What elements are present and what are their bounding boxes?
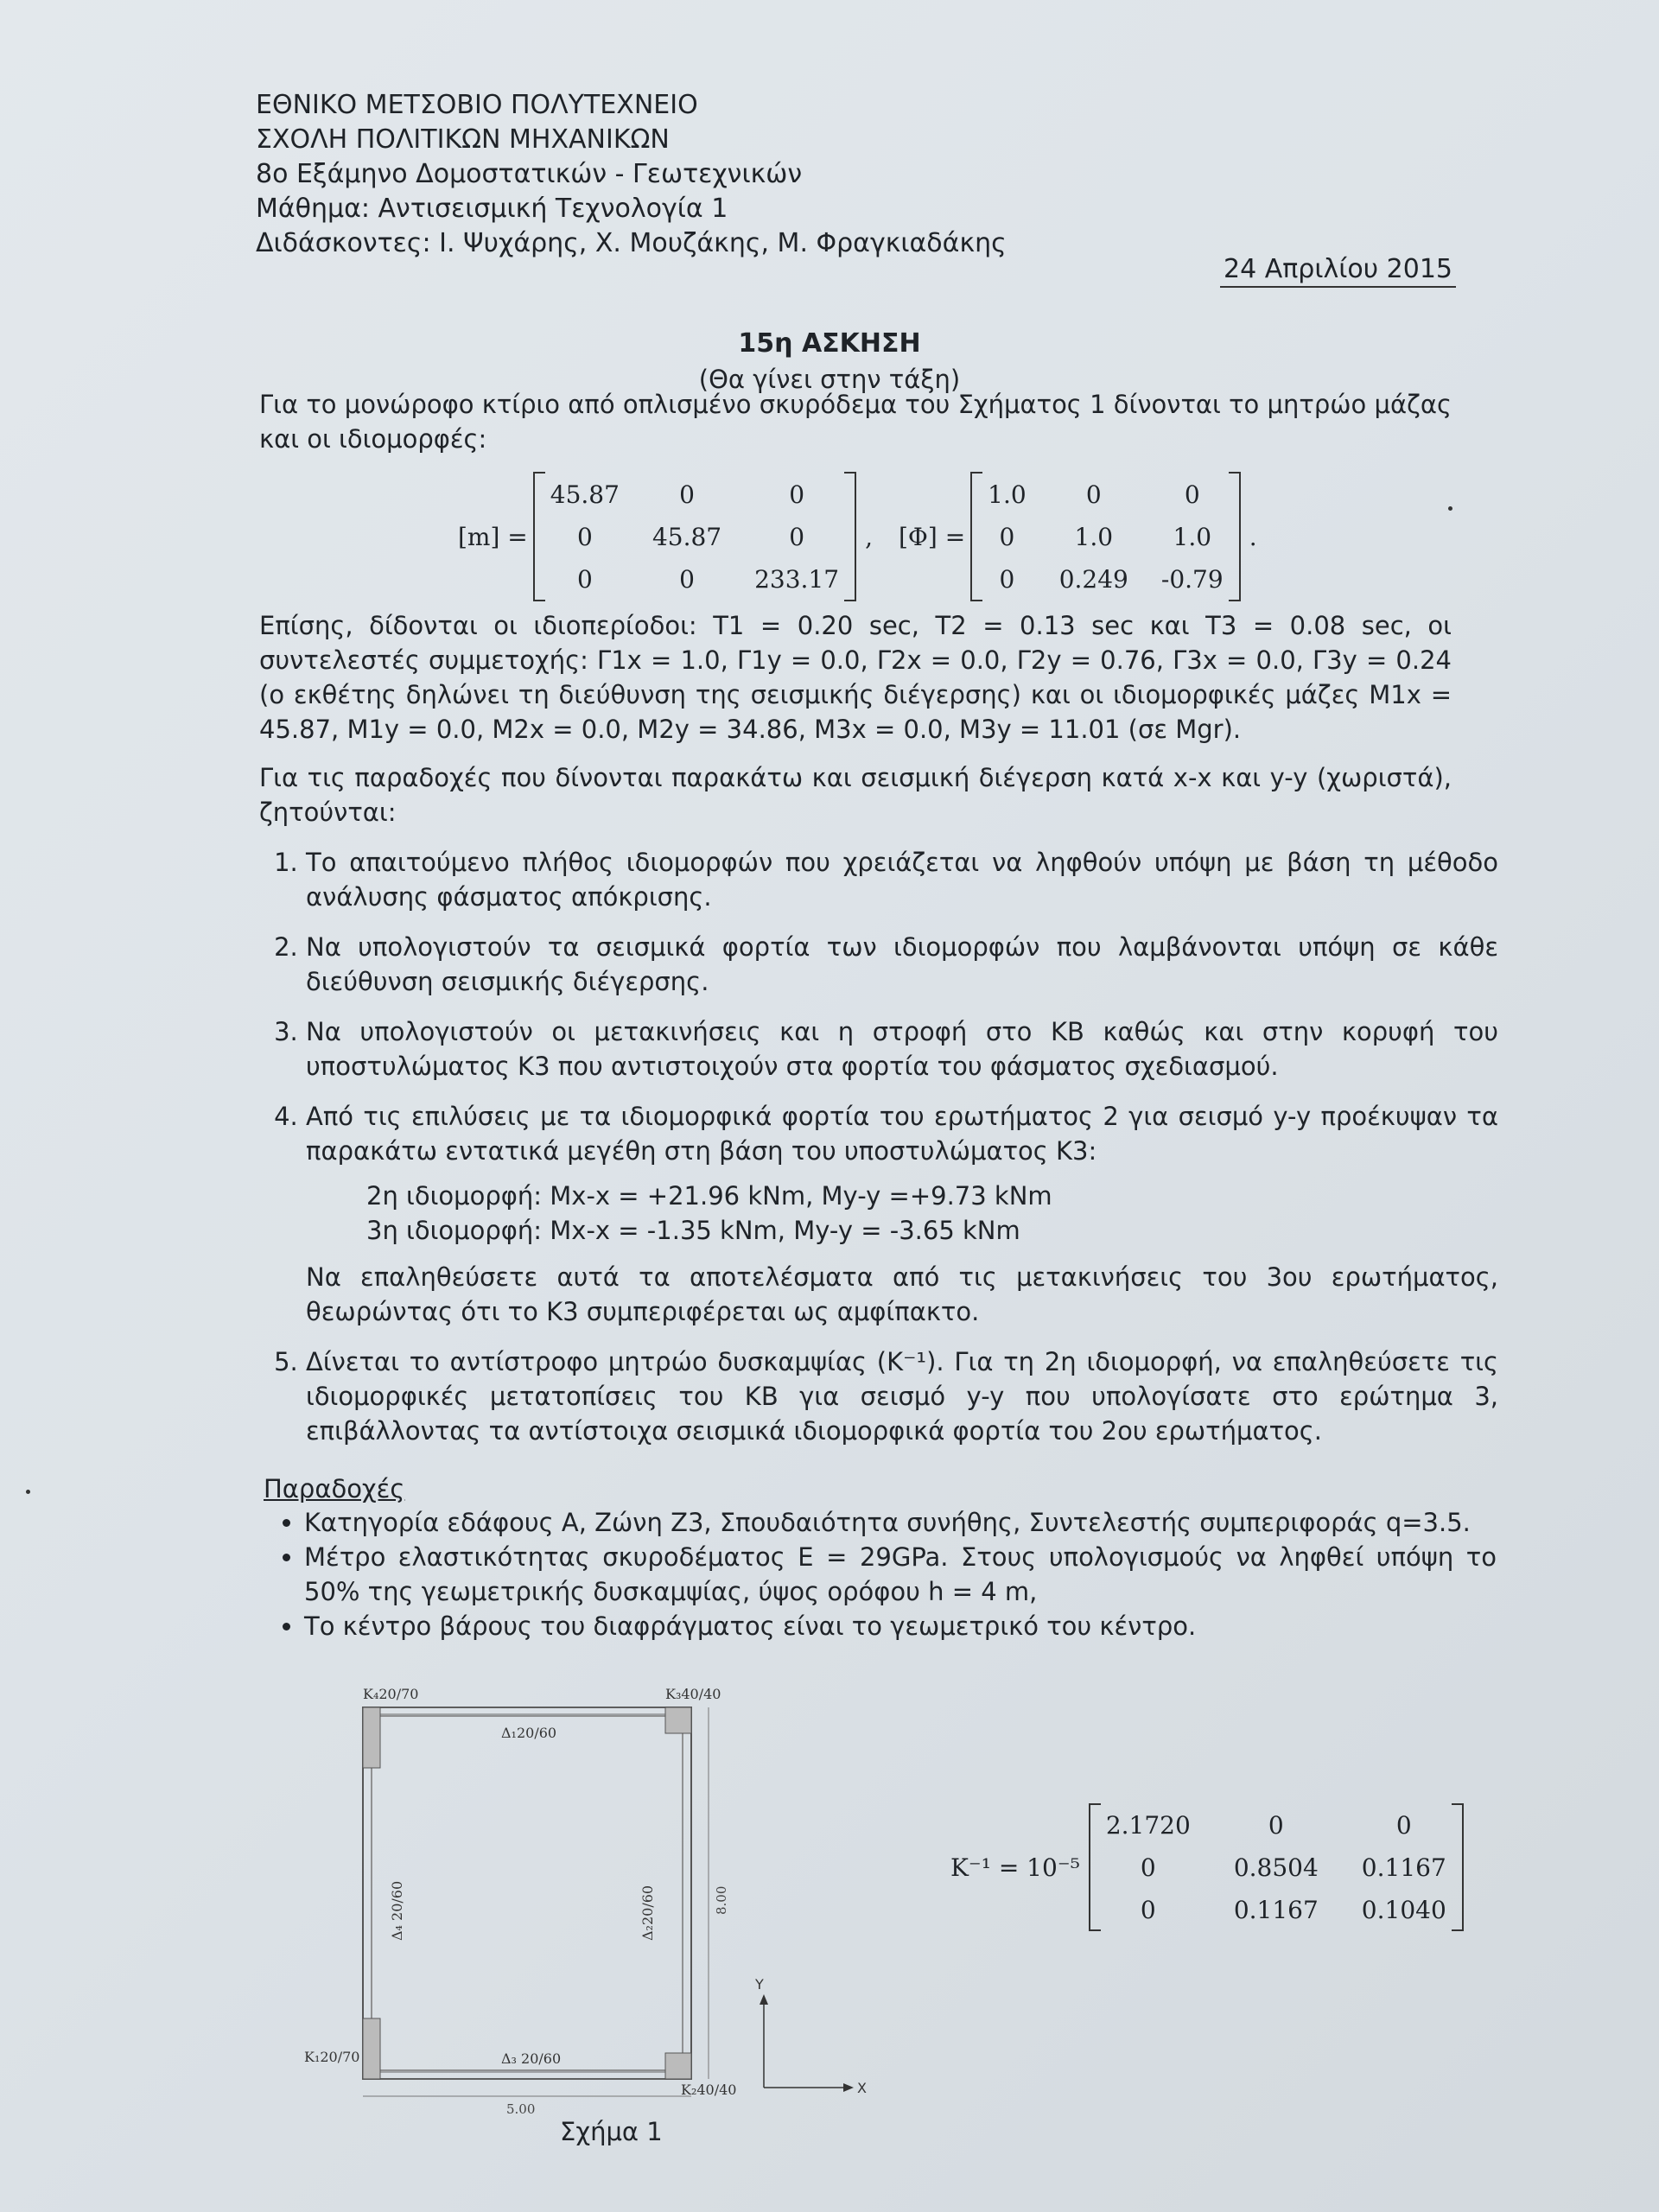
matrix-cell: 0 — [999, 564, 1015, 594]
question-4-tail: Να επαληθεύσετε αυτά τα αποτελέσματα από τις μετακινήσεις του 3ου ερωτήματος, θεωρώντας ότι το Κ3 συμπεριφέρεται ως αμφίπακτο. — [306, 1262, 1498, 1326]
matrix-cell: 0 — [576, 522, 593, 551]
assumptions-title: Παραδοχές — [264, 1474, 405, 1503]
question-4 — [306, 1099, 1498, 1329]
x-axis-label: X — [857, 2080, 867, 2096]
matrix-cell: 0 — [576, 564, 593, 594]
request-paragraph: Για τις παραδοχές που δίνονται παρακάτω και σεισμική διέγερση κατά x-x και y-y (χωριστά), ζητούνται: — [259, 763, 1452, 827]
label-d3: Δ₃ 20/60 — [501, 2050, 562, 2067]
mode-shape-matrix — [988, 480, 1224, 594]
column-k1 — [363, 2018, 380, 2079]
inverse-stiffness-matrix — [1106, 1811, 1446, 1924]
matrix-cell: 0 — [1184, 480, 1200, 509]
matrix-cell: 233.17 — [754, 564, 840, 594]
document-date: 24 Απριλίου 2015 — [1220, 254, 1456, 288]
bracket-right — [844, 472, 856, 601]
bracket-left — [970, 472, 982, 601]
document-header — [256, 88, 1007, 261]
inverse-stiffness-block — [950, 1802, 1464, 1932]
mass-matrix — [550, 480, 839, 594]
matrices-block: [m] = 45.87 0 0 0 45.87 0 0 0 233.17 , [Φ] = 1.0 0 0 0 1.0 1.0 0 0.249 -0.79 . — [458, 472, 1283, 601]
bracket-left — [533, 472, 545, 601]
assumption-2: • Μέτρο ελαστικότητας σκυροδέματος E = 29GPa. Στους υπολογισμούς να ληφθεί υπόψη το 50% της γεωμετρικής δυσκαμψίας, ύψος ορόφου h = 4 m, — [304, 1540, 1497, 1609]
matrix-cell: -0.79 — [1160, 564, 1224, 594]
label-k2: K₂40/40 — [681, 2082, 737, 2098]
dimension-height: 8.00 — [714, 1885, 729, 1915]
question-4-text: 4. Από τις επιλύσεις με τα ιδιομορφικά φορτία του ερωτήματος 2 για σεισμό y-y προέκυψαν τα παρακάτω εντατικά μεγέθη στη βάση του υποστυλώματος Κ3: — [306, 1102, 1498, 1166]
bracket-right — [1229, 472, 1241, 601]
matrix-cell: 0 — [1395, 1810, 1412, 1840]
matrix-cell: 1.0 — [1074, 522, 1114, 551]
matrix-cell: 2.1720 — [1105, 1810, 1191, 1840]
question-5: 5. Δίνεται το αντίστροφο μητρώο δυσκαμψίας (K⁻¹). Για τη 2η ιδιομορφή, να επαληθεύσετε τις ιδιομορφικές μετατοπίσεις του ΚΒ για σεισμό y-y που υπολογίσατε στο ερώτημα 3, επιβάλλοντας τα αντίστοιχα σεισμικά ιδιομορφικά φορτία του 2ου ερωτήματος. — [306, 1344, 1498, 1448]
matrix-cell: 0.1167 — [1361, 1853, 1446, 1882]
matrix-cell: 0 — [1085, 480, 1102, 509]
assumptions-list — [259, 1505, 1497, 1643]
matrix-cell: 0 — [1140, 1895, 1156, 1924]
matrix-cell: 0.8504 — [1233, 1853, 1319, 1882]
question-1: 1. Το απαιτούμενο πλήθος ιδιομορφών που χρειάζεται να ληφθούν υπόψη με βάση τη μέθοδο ανάλυσης φάσματος απόκρισης. — [306, 845, 1498, 914]
questions-list — [259, 845, 1498, 1464]
course-name: Μάθημα: Αντισεισμική Τεχνολογία 1 — [256, 194, 728, 224]
exercise-title: 15η ΑΣΚΗΣΗ — [738, 328, 921, 359]
label-d4: Δ₄ 20/60 — [389, 1880, 405, 1941]
matrix-cell: 0.1040 — [1361, 1895, 1446, 1924]
matrix-cell: 0 — [1140, 1853, 1156, 1882]
inverse-stiffness-label: K⁻¹ = 10⁻⁵ — [950, 1853, 1080, 1882]
floor-plan-figure — [294, 1681, 899, 2131]
question-3: 3. Να υπολογιστούν οι μετακινήσεις και η στροφή στο ΚΒ καθώς και στην κορυφή του υποστυλώματος Κ3 που αντιστοιχούν στα φορτία του φάσματος σχεδιασμού. — [306, 1014, 1498, 1084]
label-k1: K₁20/70 — [304, 2049, 360, 2065]
beam-d4 — [363, 2072, 691, 2079]
label-d1: Δ₁20/60 — [501, 1725, 557, 1741]
column-k4 — [363, 1707, 380, 1768]
beam-d1 — [363, 1707, 691, 1714]
matrix-cell: 0 — [679, 480, 695, 509]
exercise-subtitle: (Θα γίνει στην τάξη) — [698, 365, 961, 394]
bracket-left — [1089, 1803, 1101, 1931]
question-4-mode-2: 2η ιδιομορφή: Mx-x = +21.96 kNm, My-y =+9.73 kNm — [366, 1181, 1052, 1211]
assumption-3: • Το κέντρο βάρους του διαφράγματος είναι το γεωμετρικό του κέντρο. — [304, 1609, 1497, 1643]
speck — [26, 1490, 30, 1494]
school-name: ΣΧΟΛΗ ΠΟΛΙΤΙΚΩΝ ΜΗΧΑΝΙΚΩΝ — [256, 124, 670, 155]
matrix-cell: 0.1167 — [1233, 1895, 1319, 1924]
matrix-cell: 0 — [789, 522, 805, 551]
mass-matrix-label: [m] = — [458, 522, 528, 551]
slab-inner-outline — [372, 1716, 683, 2070]
assumption-1: • Κατηγορία εδάφους Α, Ζώνη Ζ3, Σπουδαιότητα συνήθης, Συντελεστής συμπεριφοράς q=3.5. — [304, 1505, 1497, 1540]
label-d2: Δ₂20/60 — [639, 1885, 656, 1941]
question-4-mode-3: 3η ιδιομορφή: Mx-x = -1.35 kNm, My-y = -3.65 kNm — [366, 1216, 1020, 1245]
y-axis-label: Y — [755, 1976, 764, 1993]
matrix-cell: 45.87 — [652, 522, 722, 551]
figure-caption: Σχήμα 1 — [560, 2117, 663, 2146]
matrix-cell: 45.87 — [550, 480, 620, 509]
matrix-cell: 1.0 — [988, 480, 1027, 509]
label-k4: K₄20/70 — [363, 1686, 419, 1702]
bracket-right — [1452, 1803, 1464, 1931]
matrix-cell: 0 — [789, 480, 805, 509]
matrix-cell: 0 — [999, 522, 1015, 551]
speck — [1448, 506, 1452, 511]
matrix-cell: 0 — [679, 564, 695, 594]
matrix-cell: 0.249 — [1058, 564, 1128, 594]
matrix-cell: 0 — [1268, 1810, 1284, 1840]
intro-paragraph: Για το μονώροφο κτίριο από οπλισμένο σκυρόδεμα του Σχήματος 1 δίνονται το μητρώο μάζας και οι ιδιομορφές: — [259, 390, 1452, 454]
semester: 8ο Εξάμηνο Δομοστατικών - Γεωτεχνικών — [256, 159, 803, 189]
university-name: ΕΘΝΙΚΟ ΜΕΤΣΟΒΙΟ ΠΟΛΥΤΕΧΝΕΙΟ — [256, 90, 698, 120]
mode-matrix-label: [Φ] = — [899, 522, 966, 551]
instructors: Διδάσκοντες: Ι. Ψυχάρης, Χ. Μουζάκης, Μ. Φραγκιαδάκης — [256, 228, 1007, 258]
dimension-width: 5.00 — [506, 2101, 536, 2117]
question-2: 2. Να υπολογιστούν τα σεισμικά φορτία των ιδιομορφών που λαμβάνονται υπόψη σε κάθε διεύθυνση σεισμικής διέγερσης. — [306, 930, 1498, 999]
column-k3 — [665, 1707, 691, 1733]
given-data-paragraph: Επίσης, δίδονται οι ιδιοπερίοδοι: T1 = 0.20 sec, T2 = 0.13 sec και T3 = 0.08 sec, οι συντελεστές συμμετοχής: Γ1x = 1.0, Γ1y = 0.0, Γ2x = 0.0, Γ2y = 0.76, Γ3x = 0.0, Γ3y = 0.24 (ο εκθέτης δηλώνει τη διεύθυνση της σεισμικής διέγερσης) και οι ιδιομορφικές μάζες M1x = 45.87, M1y = 0.0, M2x = 0.0, M2y = 34.86, M3x = 0.0, M3y = 11.01 (σε Mgr). — [259, 611, 1452, 744]
column-k2 — [665, 2053, 691, 2079]
matrix-cell: 1.0 — [1173, 522, 1212, 551]
label-k3: K₃40/40 — [665, 1686, 721, 1702]
